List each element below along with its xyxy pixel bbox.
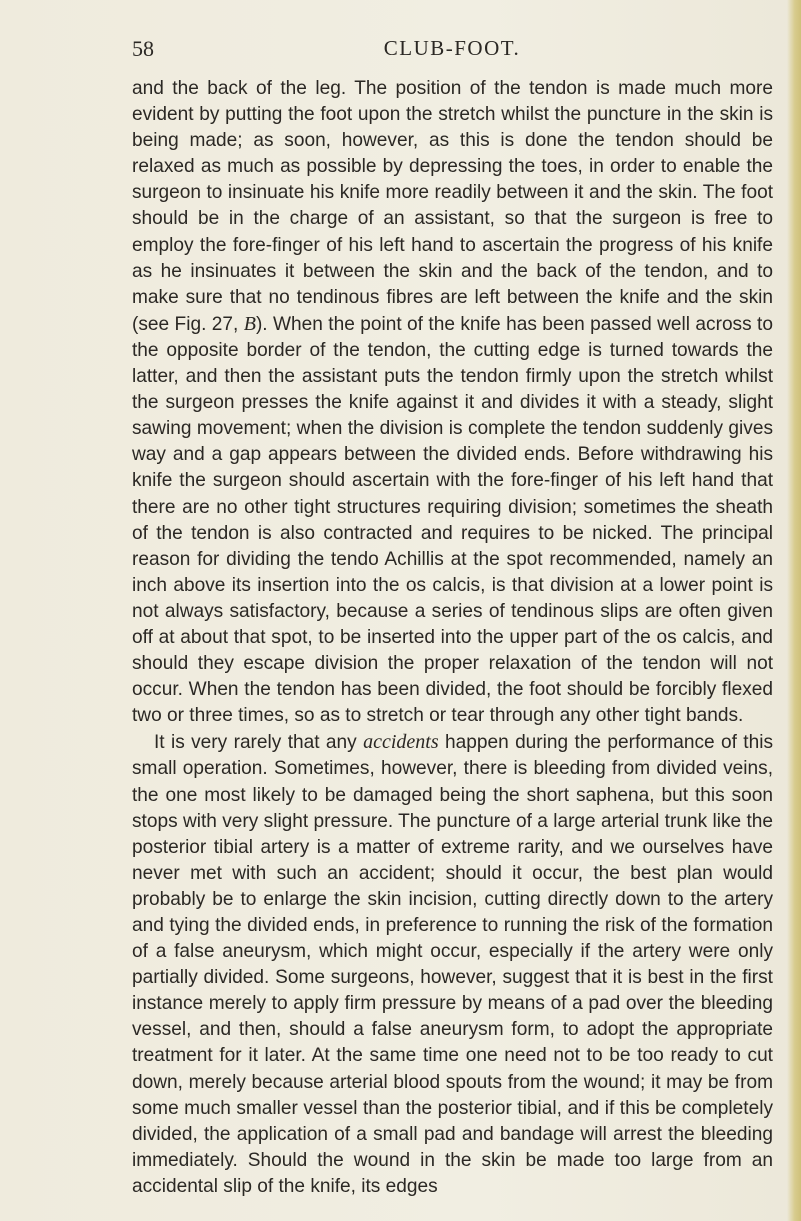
page-edge [787,0,801,1221]
figure-letter: B [243,312,256,335]
body-text [132,76,773,1200]
accidents-term: accidents [363,731,439,754]
running-head: CLUB-FOOT. [383,36,521,60]
paragraph-2 [132,729,773,1200]
paragraph-1-text-a: and the back of the leg. The position of the tendon is made much more evident by putting the foot upon the stretch whilst the puncture in the skin is being made; as soon, however, as this is done the tendon should be relaxed as much as possible by depressing the toes, in order to enable the surgeon to insinuate his knife more readily between it and the skin. The foot should be in the charge of an assistant, so that the surgeon is free to employ the fore-finger of his left hand to ascertain the progress of his knife as he insinuates it between the skin and the back of the tendon, and to make sure that no tendinous fibres are left between the knife and the skin (see Fig. 27, [132,78,773,335]
paragraph-2-text-a: It is very rarely that any [154,732,364,754]
paragraph-2-text-b: happen during the performance of this small operation. Sometimes, however, there is bleeding from divided veins, the one most likely to be damaged being the short saphena, but this soon stops with very slight pressure. The puncture of a large arterial trunk like the posterior tibial artery is a matter of extreme rarity, and we ourselves have never met with such an accident; should it occur, the best plan would probably be to enlarge the skin incision, cutting directly down to the artery and tying the divided ends, in preference to running the risk of the formation of a false aneurysm, which might occur, especially if the artery were only partially divided. Some surgeons, however, suggest that it is best in the first instance merely to apply firm pressure by means of a pad over the bleeding vessel, and then, should a false aneurysm form, to adopt the appropriate treatment for it later. At the same time one need not to be too ready to cut down, merely because arterial blood spouts from the wound; it may be from some much smaller vessel than the posterior tibial, and if this be completely divided, the application of a small pad and bandage will arrest the bleeding immediately. Should the wound in the skin be made too large from an accidental slip of the knife, its edges [132,732,773,1197]
page-number: 58 [132,36,154,61]
paragraph-1 [132,76,773,729]
paragraph-1-text-b: ). When the point of the knife has been passed well across to the opposite border of the tendon, the cutting edge is turned towards the latter, and then the assistant puts the tendon firmly upon the stretch whilst the surgeon presses the knife against it and divides it with a steady, slight sawing movement; when the division is complete the tendon suddenly gives way and a gap appears between the divided ends. Before withdrawing his knife the surgeon should ascertain with the fore-finger of his left hand that there are no other tight structures requiring division; sometimes the sheath of the tendon is also contracted and requires to be nicked. The principal reason for dividing the tendo Achillis at the spot recommended, namely an inch above its insertion into the os calcis, is that division at a lower point is not always satisfactory, because a series of tendinous slips are often given off at about that spot, to be inserted into the upper part of the os calcis, and should they escape division the proper relaxation of the tendon will not occur. When the tendon has been divided, the foot should be forcibly flexed two or three times, so as to stretch or tear through any other tight bands. [132,313,773,727]
page-header [132,36,772,66]
